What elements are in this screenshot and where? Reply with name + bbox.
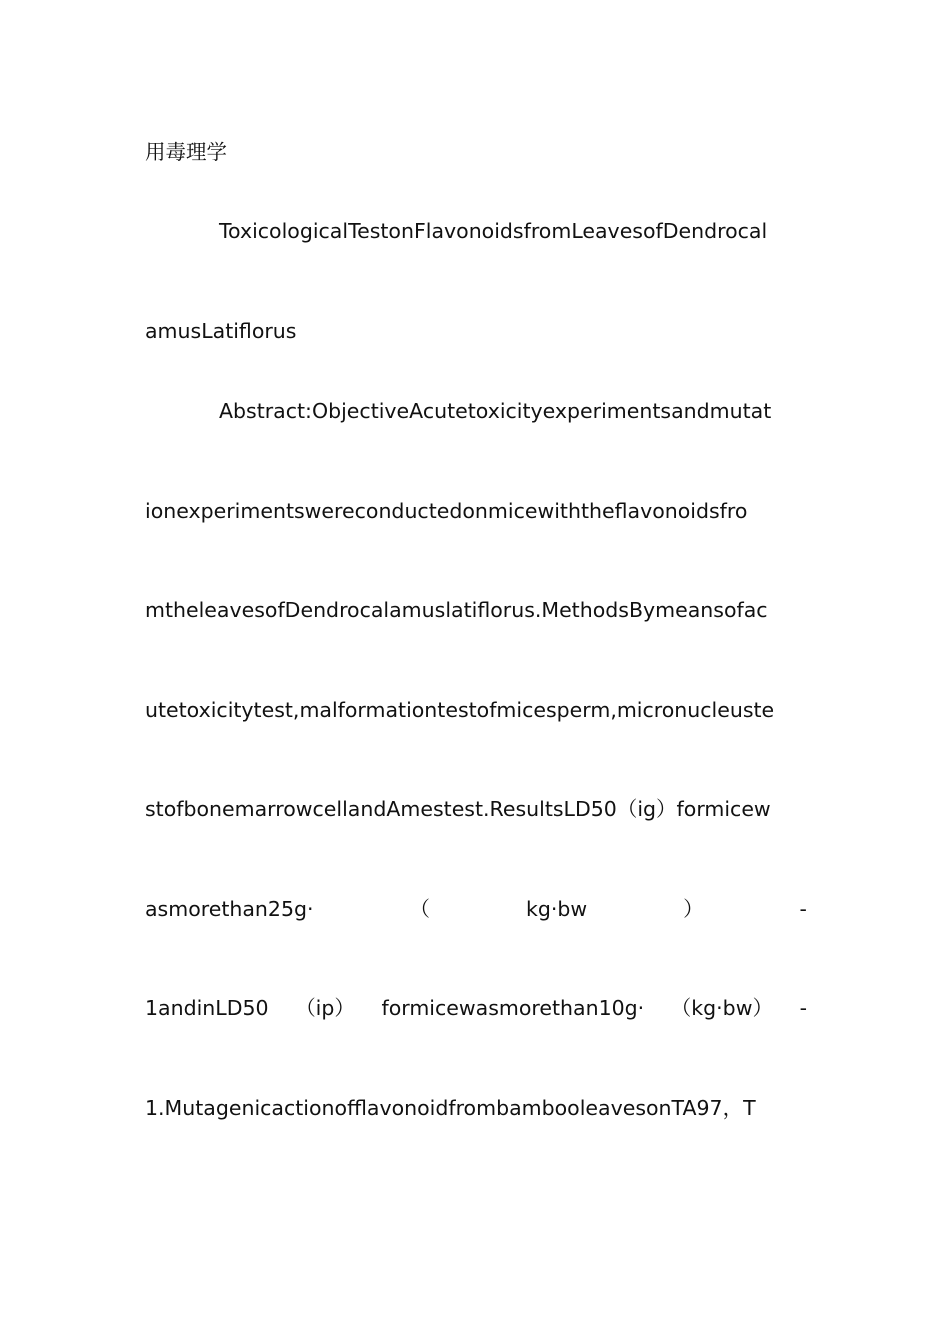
line-6-part-4: ） [683, 897, 704, 921]
abstract-line-6 [145, 895, 807, 923]
line-6-part-5: - [799, 897, 807, 921]
abstract-line-3: mtheleavesofDendrocalamuslatiflorus.MethodsBymeansofac [145, 598, 768, 622]
heading-fragment: 用毒理学 [145, 140, 227, 164]
abstract-line-5: stofbonemarrowcellandAmestest.ResultsLD50（ig）formicew [145, 797, 771, 821]
line-6-part-3: kg·bw [525, 897, 588, 921]
line-7-part-1: 1andinLD50 [145, 996, 269, 1020]
line-6-part-1: asmorethan25g· [145, 897, 314, 921]
line-7-part-2: （ip） [295, 996, 355, 1020]
abstract-line-4: utetoxicitytest,malformationtestofmicesperm,micronucleuste [145, 698, 775, 722]
title-line-1: ToxicologicalTestonFlavonoidsfromLeavesofDendrocal [219, 219, 768, 243]
title-line-2: amusLatiflorus [145, 319, 297, 343]
abstract-line-2: ionexperimentswereconductedonmicewiththeflavonoidsfro [145, 499, 748, 523]
line-7-part-4: （kg·bw） [670, 996, 773, 1020]
abstract-line-7 [145, 994, 807, 1022]
abstract-line-1: Abstract:ObjectiveAcutetoxicityexperimentsandmutat [219, 399, 772, 423]
abstract-line-8: 1.MutagenicactionofflavonoidfrombambooleavesonTA97，T [145, 1096, 756, 1120]
line-7-part-5: - [799, 996, 807, 1020]
line-7-part-3: formicewasmorethan10g· [381, 996, 645, 1020]
line-6-part-2: （ [409, 897, 430, 921]
